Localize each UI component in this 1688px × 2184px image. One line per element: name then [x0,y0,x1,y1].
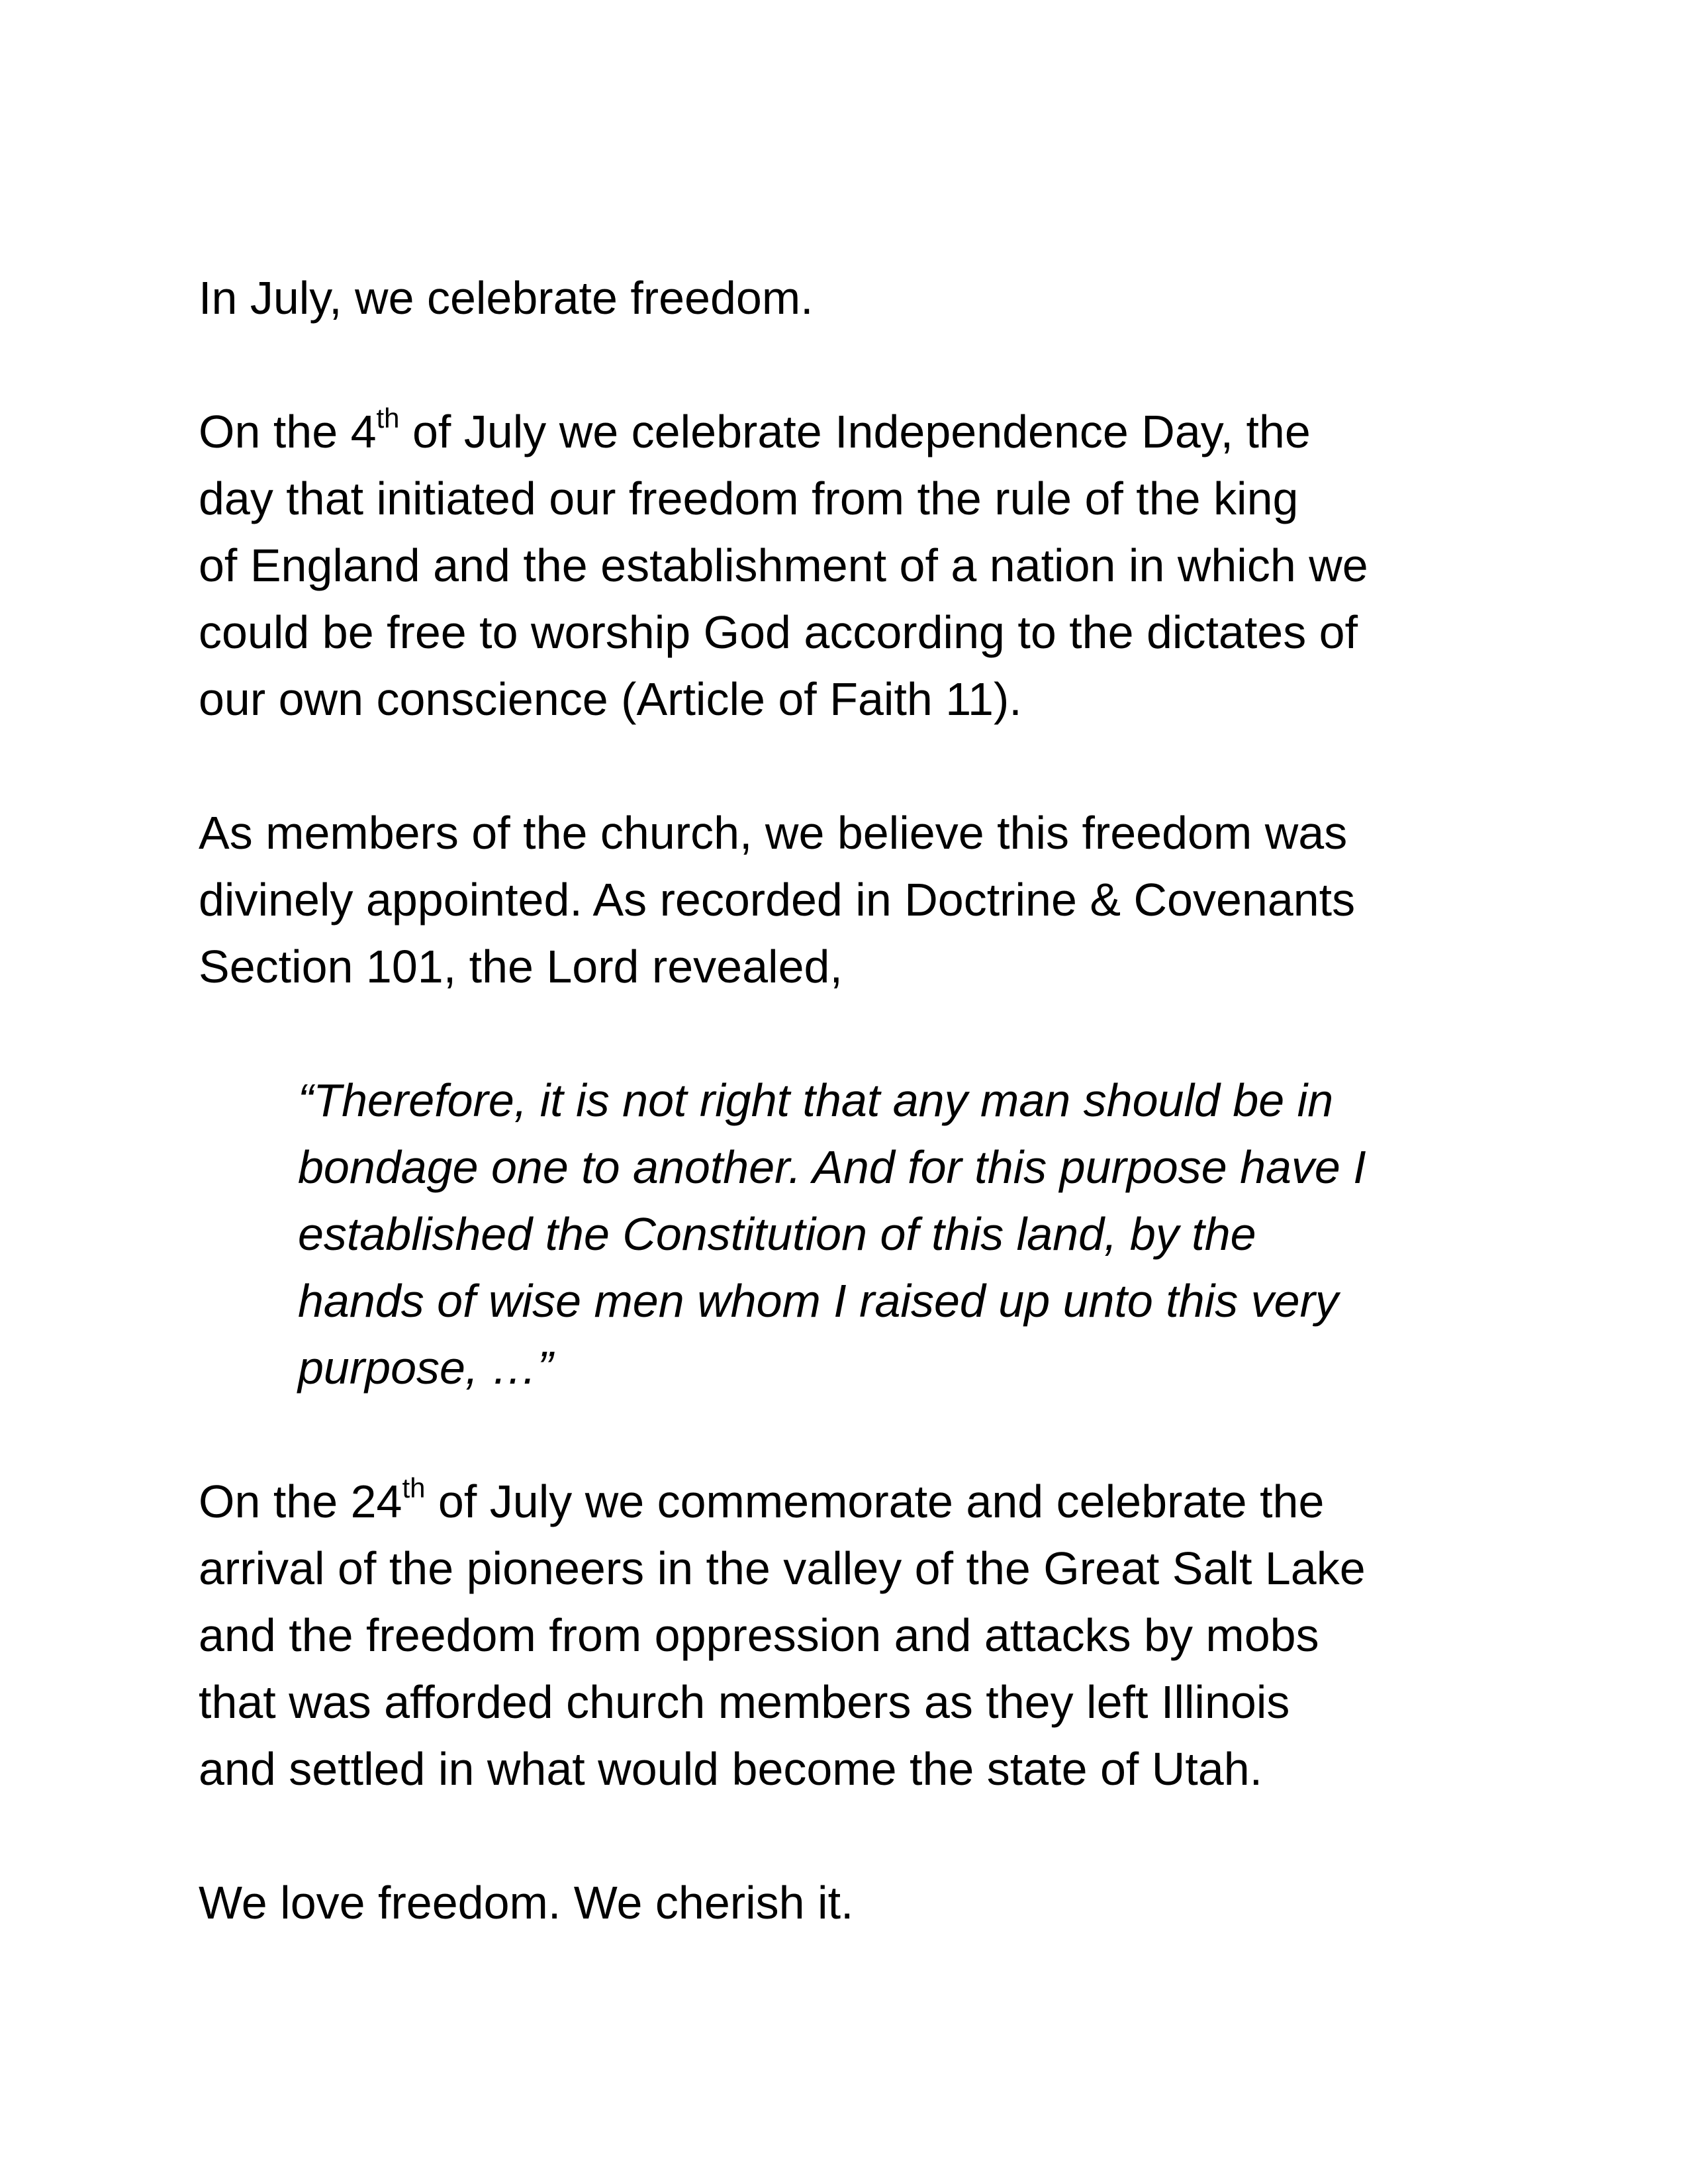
text-line: and settled in what would become the state of Utah. [199,1743,1263,1795]
paragraph-gap [199,733,1496,800]
text-line: We love freedom. We cherish it. [199,1877,854,1928]
text-run: On the 24 [199,1476,402,1527]
ordinal-superscript: th [402,1472,426,1503]
text-line: divinely appointed. As recorded in Doctrine & Covenants [199,874,1356,926]
quote-line: bondage one to another. And for this purpose have I [298,1141,1366,1193]
quote-line: established the Constitution of this land, by the [298,1208,1256,1260]
text-line: As members of the church, we believe this freedom was [199,807,1348,859]
text-line: our own conscience (Article of Faith 11). [199,673,1022,725]
text-line: of England and the establishment of a nation in which we [199,540,1368,591]
quote-line: purpose, …” [298,1342,553,1394]
text-line: In July, we celebrate freedom. [199,272,814,324]
text-line: Section 101, the Lord revealed, [199,941,843,992]
text-line [199,1468,1496,1535]
text-line: day that initiated our freedom from the rule of the king [199,473,1299,524]
paragraph-gap [199,1000,1496,1067]
document-body [199,265,1496,1936]
text-run: of July we commemorate and celebrate the [425,1476,1325,1527]
paragraph-gap [199,1401,1496,1468]
text-line: arrival of the pioneers in the valley of the Great Salt Lake [199,1543,1366,1594]
paragraph-closing [199,1870,1496,1936]
paragraph-independence-day [199,399,1496,733]
ordinal-superscript: th [376,402,400,434]
paragraph-intro [199,265,1496,332]
quote-line: “Therefore, it is not right that any man should be in [298,1074,1334,1126]
quote-line: hands of wise men whom I raised up unto this very [298,1275,1338,1327]
text-run: of July we celebrate Independence Day, the [399,406,1311,457]
scripture-quote [199,1067,1496,1401]
text-line [199,399,1496,465]
paragraph-pioneer-day [199,1468,1496,1803]
text-line: and the freedom from oppression and attacks by mobs [199,1609,1319,1661]
paragraph-gap [199,332,1496,399]
paragraph-divinely-appointed [199,800,1496,1000]
text-line: that was afforded church members as they left Illinois [199,1676,1290,1728]
paragraph-gap [199,1803,1496,1870]
text-line: could be free to worship God according to the dictates of [199,606,1358,658]
text-run: On the 4 [199,406,377,457]
